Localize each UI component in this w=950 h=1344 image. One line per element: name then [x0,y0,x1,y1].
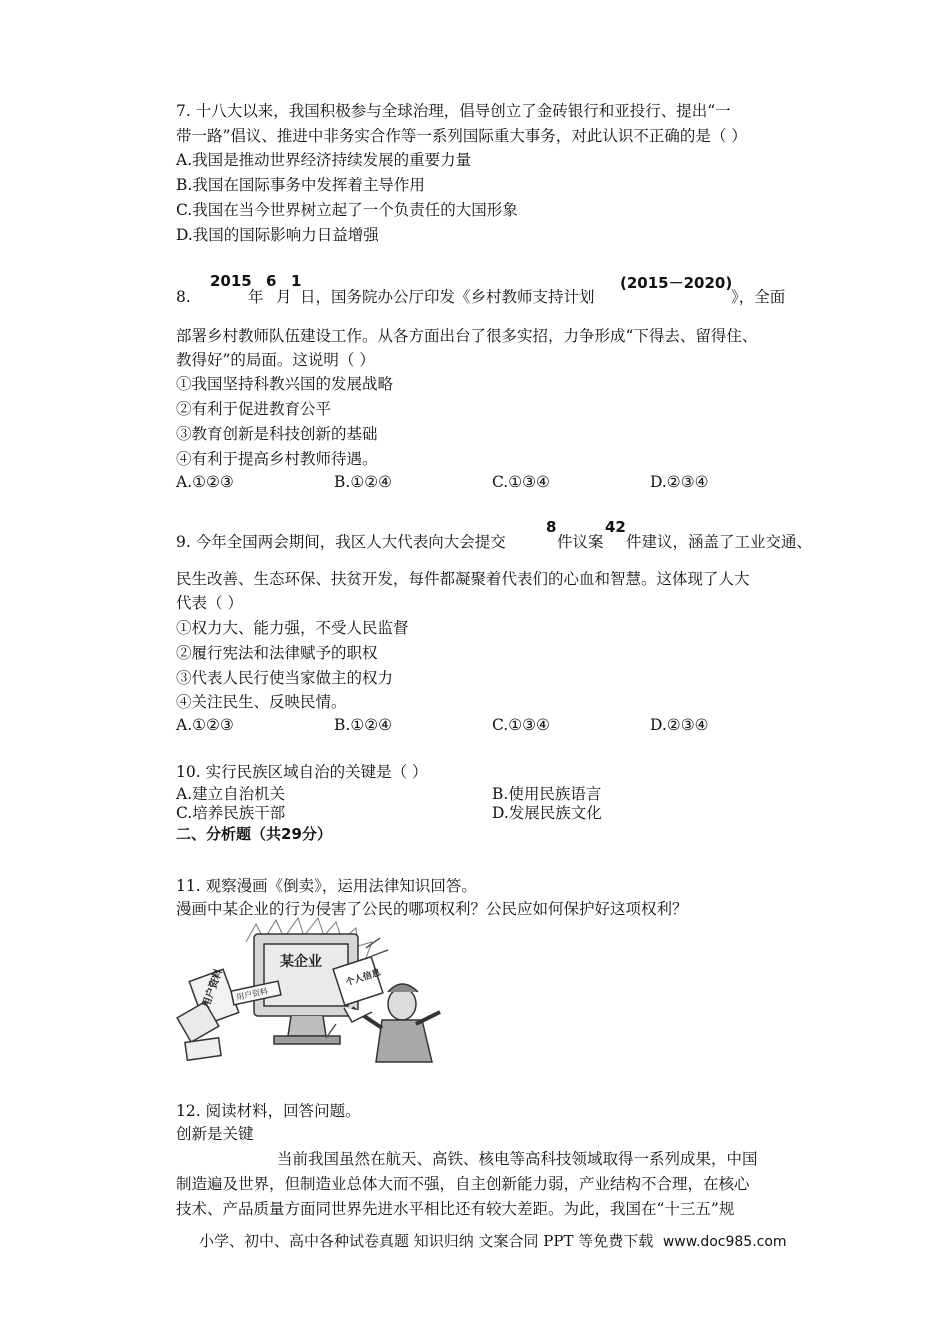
q8-range-sup: (2015－2020) [620,274,733,292]
q7-stem-line-2: 带一路”倡议、推进中非务实合作等一系列国际重大事务，对此认识不正确的是（ ） [176,127,747,145]
q8-stem-main: 日，国务院办公厅印发《乡村教师支持计划 [300,288,595,306]
q12-para-line-2: 制造遍及世界，但制造业总体大而不强，自主创新能力弱，产业结构不合理，在核心 [176,1175,750,1193]
q10-option-d: D.发展民族文化 [492,804,602,822]
q9-stem-line-3: 代表（ ） [176,594,243,612]
q8-item-2: ②有利于促进教育公平 [176,400,332,418]
q8-stem-end: 》，全面 [731,288,786,306]
q7-option-b: B.我国在国际事务中发挥着主导作用 [176,176,425,194]
cartoon-paper-text-2: 用户资料 [235,986,269,1003]
q9-choice-b: B.①②④ [334,716,393,734]
q12-para-line-3: 技术、产品质量方面同世界先进水平相比还有较大差距。为此，我国在“十三五”规 [176,1200,735,1218]
q8-year-sup: 2015 [210,272,252,290]
footer-text: 小学、初中、高中各种试卷真题 知识归纳 文案合同 PPT 等免费下载 [199,1232,654,1250]
cartoon-sign-text: 个人信息 [344,967,383,989]
q8-month-sup: 6 [266,272,277,290]
q11-question: 漫画中某企业的行为侵害了公民的哪项权利？公民应如何保护好这项权利？ [176,900,688,918]
q9-item-2: ②履行宪法和法律赋予的职权 [176,644,378,662]
q9-stem-part-3: 件建议，涵盖了工业交通、 [626,533,813,551]
q9-sup-1: 8 [546,518,557,536]
q8-item-3: ③教育创新是科技创新的基础 [176,425,378,443]
q8-number: 8. [176,288,191,306]
q8-item-1: ①我国坚持科教兴国的发展战略 [176,375,394,393]
q8-choice-a: A.①②③ [176,473,234,491]
q12-para-line-1: 当前我国虽然在航天、高铁、核电等高科技领域取得一系列成果，中国 [277,1150,758,1168]
q9-stem-part-2: 件议案 [557,533,604,551]
q9-item-1: ①权力大、能力强，不受人民监督 [176,619,409,637]
q9-item-3: ③代表人民行使当家做主的权力 [176,669,394,687]
cartoon-image [176,912,456,1072]
section-2-heading: 二、分析题（共29分） [176,825,332,843]
q12-subtitle: 创新是关键 [176,1125,254,1143]
q11-stem: 11. 观察漫画《倒卖》，运用法律知识回答。 [176,877,477,895]
q9-choice-a: A.①②③ [176,716,234,734]
cartoon-monitor-text: 某企业 [280,954,322,970]
q8-item-4: ④有利于提高乡村教师待遇。 [176,450,378,468]
q9-item-4: ④关注民生、反映民情。 [176,693,347,711]
q8-choice-d: D.②③④ [650,473,709,491]
q8-choice-c: C.①③④ [492,473,550,491]
q9-choice-d: D.②③④ [650,716,709,734]
q9-sup-2: 42 [605,518,626,536]
q10-option-b: B.使用民族语言 [492,785,602,803]
footer-url[interactable]: www.doc985.com [662,1234,787,1250]
cartoon-paper-text-1: 用户资料 [200,967,225,1010]
q8-yue: 月 [276,288,292,306]
footer [199,1231,787,1252]
q8-choice-b: B.①②④ [334,473,393,491]
q12-stem: 12. 阅读材料，回答问题。 [176,1102,361,1120]
q10-option-a: A.建立自治机关 [176,785,286,803]
q8-stem-line-3: 教得好”的局面。这说明（ ） [176,351,375,369]
q8-nian: 年 [248,288,264,306]
q7-option-d: D.我国的国际影响力日益增强 [176,226,379,244]
q7-stem-line-1: 7. 十八大以来，我国积极参与全球治理，倡导创立了金砖银行和亚投行、提出“一 [176,102,731,120]
q9-stem-line-2: 民生改善、生态环保、扶贫开发，每件都凝聚着代表们的心血和智慧。这体现了人大 [176,570,750,588]
q10-option-c: C.培养民族干部 [176,804,286,822]
q9-choice-c: C.①③④ [492,716,550,734]
q10-stem: 10. 实行民族区域自治的关键是（ ） [176,763,428,781]
q8-day-sup: 1 [291,272,302,290]
q7-option-a: A.我国是推动世界经济持续发展的重要力量 [176,151,472,169]
q8-stem-line-2: 部署乡村教师队伍建设工作。从各方面出台了很多实招，力争形成“下得去、留得住、 [176,327,758,345]
q9-stem-part-1: 9. 今年全国两会期间，我区人大代表向大会提交 [176,533,506,551]
q7-option-c: C.我国在当今世界树立起了一个负责任的大国形象 [176,201,518,219]
